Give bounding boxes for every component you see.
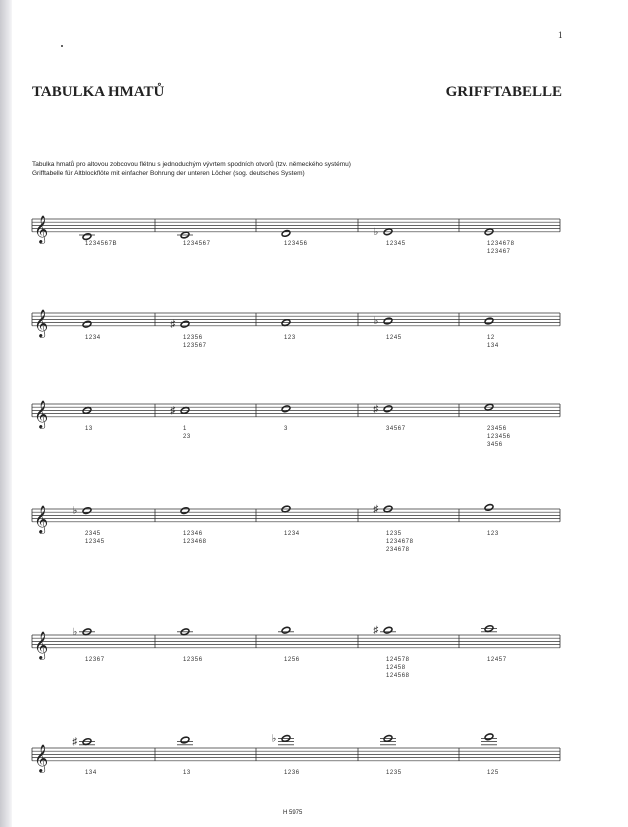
fingering-label: 1234567: [183, 240, 211, 247]
fingering-label: 1: [183, 425, 187, 432]
fingering-label: 1234678: [386, 538, 414, 545]
fingering-label: 23: [183, 433, 191, 440]
fingering-label: 12367: [85, 656, 105, 663]
whole-note: [180, 736, 190, 744]
fingering-label: 125: [487, 769, 499, 776]
whole-note: [383, 405, 393, 413]
whole-note: [281, 626, 291, 634]
fingering-label: 12458: [386, 664, 406, 671]
fingering-label: 2345: [85, 530, 101, 537]
fingering-label: 123567: [183, 342, 207, 349]
staff-system: [32, 625, 560, 679]
fingering-label: 134: [85, 769, 97, 776]
treble-clef-icon: 𝄞: [34, 215, 49, 243]
fingering-label: 1234678: [487, 240, 515, 247]
title-czech: TABULKA HMATŮ: [32, 84, 165, 100]
whole-note: [484, 504, 494, 512]
fingering-label: 13: [85, 425, 93, 432]
treble-clef-icon: 𝄞: [34, 744, 49, 772]
whole-note: [82, 320, 92, 328]
treble-clef-icon: 𝄞: [34, 400, 49, 428]
fingering-label: 1234: [85, 334, 101, 341]
page-number: 1: [558, 30, 563, 40]
catalog-number: H 5975: [283, 810, 303, 816]
whole-note: [82, 507, 92, 515]
whole-note: [281, 230, 291, 238]
whole-note: [180, 320, 190, 328]
fingering-label: 124578: [386, 656, 410, 663]
fingering-label: 123456: [487, 433, 511, 440]
fingering-label: 124568: [386, 672, 410, 679]
staff-system: [32, 216, 560, 255]
fingering-label: 34567: [386, 425, 406, 432]
fingering-label: 12345: [85, 538, 105, 545]
whole-note: [383, 317, 393, 325]
fingering-label: 123468: [183, 538, 207, 545]
flat-icon: ♭: [373, 226, 379, 238]
fingering-label: 3: [284, 425, 288, 432]
fingering-label: 12356: [183, 656, 203, 663]
whole-note: [484, 317, 494, 325]
intro-line-german: Grifftabelle für Altblockflöte mit einfacher Bohrung der unteren Löcher (sog. deutsches System): [32, 170, 305, 177]
fingering-label: 134: [487, 342, 499, 349]
whole-note: [484, 733, 494, 741]
flat-icon: ♭: [72, 505, 78, 517]
fingering-label: 1256: [284, 656, 300, 663]
staff-system: [32, 733, 560, 776]
fingering-label: 123456: [284, 240, 308, 247]
treble-clef-icon: 𝄞: [34, 631, 49, 659]
fingering-label: 13: [183, 769, 191, 776]
fingering-label: 12356: [183, 334, 203, 341]
flat-icon: ♭: [373, 316, 379, 327]
fingering-label: 234678: [386, 546, 410, 553]
flat-icon: ♭: [72, 626, 78, 638]
fingering-label: 1234: [284, 530, 300, 537]
sharp-icon: ♯: [170, 319, 176, 331]
fingering-label: 12457: [487, 656, 507, 663]
fingering-label: 23456: [487, 425, 507, 432]
flat-icon: ♭: [271, 733, 277, 745]
sharp-icon: ♯: [72, 736, 78, 748]
fingering-label: 1245: [386, 334, 402, 341]
staff-system: [32, 401, 560, 448]
sharp-icon: ♯: [373, 625, 379, 637]
treble-clef-icon: 𝄞: [34, 309, 49, 337]
fingering-label: 1235: [386, 769, 402, 776]
intro-line-czech: Tabulka hmatů pro altovou zobcovou flétnu s jednoduchým vývrtem spodních otvorů (tzv. německého systému): [32, 161, 351, 168]
fingering-label: 12345: [386, 240, 406, 247]
treble-clef-icon: 𝄞: [34, 505, 49, 533]
staff-system: [32, 504, 560, 553]
title-german: GRIFFTABELLE: [445, 84, 562, 100]
fingering-label: 123: [284, 334, 296, 341]
fingering-label: 1236: [284, 769, 300, 776]
whole-note: [383, 626, 393, 634]
fingering-label: 12346: [183, 530, 203, 537]
fingering-label: 123: [487, 530, 499, 537]
whole-note: [180, 507, 190, 515]
sharp-icon: ♯: [373, 403, 379, 415]
staff-system: [32, 310, 560, 349]
fingering-label: 3456: [487, 441, 503, 448]
sharp-icon: ♯: [170, 405, 176, 417]
fingering-label: 1234567B: [85, 240, 118, 247]
fingering-label: 123467: [487, 248, 511, 255]
whole-note: [82, 233, 92, 241]
fingering-label: 1235: [386, 530, 402, 537]
sharp-icon: ♯: [373, 504, 379, 515]
fingering-label: 12: [487, 334, 495, 341]
whole-note: [281, 405, 291, 413]
